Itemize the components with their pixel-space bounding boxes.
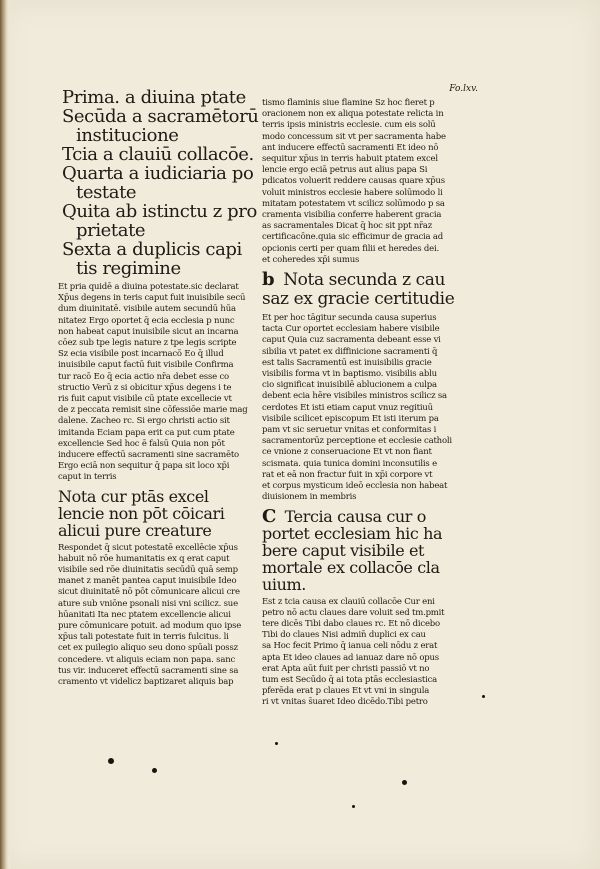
text-line: cerdotes Et isti etiam caput vnuz regitiuū <box>262 402 433 413</box>
text-line: apta Et ideo claues ad ianuaz dare nō opus <box>262 652 439 663</box>
text-line: excellencie Sed hoc ē falsū Quia non pōt <box>58 438 225 449</box>
text-line: inuisibile caput factū fuit visibile Confirma <box>58 360 234 371</box>
text-line: opcionis certi per quam filii et heredes dei. <box>262 243 439 254</box>
heading-line: Tcia a clauiū collacōe. <box>62 144 254 165</box>
text-line: sequitur xp̄us in terris habuit ptatem excel <box>262 154 438 165</box>
text-line: est talis Sacramentū est inuisibilis gracie <box>262 357 432 368</box>
text-line: terris ipsis ministris ecclesie. cum eis solū <box>262 120 436 131</box>
text-line: caput Quia cuz sacramenta debeant esse vi <box>262 335 441 346</box>
text-line: visibile scilicet episcopum Et isti iterum pa <box>262 413 439 424</box>
text-line: Xp̄us degens in teris caput fuit inuisibile secū <box>58 293 246 304</box>
text-line: erat Apta aūt fuit per christi passiō vt no <box>262 663 430 674</box>
text-line: Et per hoc tāgitur secunda causa superius <box>262 313 437 324</box>
text-line: tacta Cur oportet ecclesiam habere visibile <box>262 324 440 335</box>
text-line: dum diuinitatē. visibile autem secundū hūa <box>58 304 236 315</box>
text-line: habuit nō rōe humanitatis ex q erat caput <box>58 553 230 564</box>
right-heading-c <box>262 505 462 594</box>
text-line: tum est Secūdo q̄ ai tota ptās ecclesiastica <box>262 674 438 685</box>
text-line: non habeat caput inuisibile sicut an incarna <box>58 326 239 337</box>
heading-line: uium. <box>262 574 306 594</box>
text-line: oracionem non ex aliqua potestate relicta in <box>262 109 444 120</box>
text-line: pdicatos voluerit reddere causas quare xp̄us <box>262 176 445 187</box>
text-line: dalene. Zacheo rc. Si ergo christi actio sit <box>58 416 230 427</box>
left-column <box>58 87 259 688</box>
text-line: hūanitati Ita nec ptatem excellencie alicui <box>58 609 231 620</box>
heading-line: Quita ab istinctu z pro <box>62 201 257 222</box>
ink-speck <box>482 695 485 698</box>
heading-line: institucione <box>76 125 179 146</box>
book-spine-shadow <box>0 0 10 869</box>
heading-text: Nota secunda z cau <box>283 270 446 291</box>
heading-line: Secūda a sacramētorū <box>62 106 259 127</box>
text-line: nitatez Ergo oportet q̄ ecia ecclesia p nunc <box>58 315 235 326</box>
heading-line: lencie non pōt cōicari <box>58 503 225 523</box>
section-initial-b: b <box>262 269 275 291</box>
text-line: certificacōne.quia sic efficimur de gracia ad <box>262 232 444 243</box>
text-line: caput in terris <box>58 472 117 483</box>
right-paragraph-1 <box>262 98 462 266</box>
text-line: pam vt sic seruetur vnitas et conformitas i <box>262 425 437 436</box>
text-line: xp̄us tali potestate fuit in terris fulcitus. li <box>58 632 229 643</box>
text-line: inducere effectū sacramenti sine sacramēto <box>58 450 239 461</box>
text-line: tismo flaminis siue flamine Sz hoc fieret p <box>262 98 435 108</box>
text-line: cramento vt videlicz baptizaret aliquis bap <box>58 677 234 688</box>
text-line: concedere. vt aliquis eciam non papa. sanc <box>58 654 236 665</box>
heading-line: Sexta a duplicis capi <box>62 239 242 260</box>
text-line: ature sub vniōne psonali nisi vni scilicz. sue <box>58 598 238 609</box>
right-heading-b <box>262 270 462 309</box>
heading-line: Nota cur ptās excel <box>58 486 209 506</box>
right-paragraph-2 <box>262 313 462 503</box>
heading-line <box>262 270 462 290</box>
text-line: Tibi do claues Nisi admin̄ duplici ex cau <box>262 630 426 641</box>
text-line: Sz ecia visibile post incarnacō Eo q̄ illud <box>58 349 224 360</box>
section-initial-c: C <box>262 505 276 527</box>
text-line: Respondet q̄ sicut potestatē excellēcie xp̄us <box>58 542 238 553</box>
text-line: mitatam potestatem vt scilicz solūmodo p sa <box>262 198 445 209</box>
text-line: visibile sed rōe diuinitatis secūdū quā semp <box>58 565 238 576</box>
text-line: sa Hoc fecit Primo q̄ ianua celi nōdu z erat <box>262 641 438 652</box>
text-line: ris fuit caput visibile cū ptate excellecie vt <box>58 394 232 405</box>
left-paragraph-2 <box>58 543 252 689</box>
heading-text: Tercia causa cur o <box>284 506 426 526</box>
text-line: manet z manēt pantea caput inuisibile Ideo <box>58 576 237 587</box>
text-line: cio significat inuisibilē ablucionem a culpa <box>262 380 437 391</box>
text-line: ce vnione z conseruacione Et vt non fiant <box>262 447 432 458</box>
left-heading-block <box>62 87 259 279</box>
heading-line <box>262 505 462 527</box>
text-line: Ergo eciā non sequitur q̄ papa sit loco xp̄i <box>58 461 230 472</box>
text-line: petro nō actu claues dare voluit sed tm.pmit <box>262 607 445 618</box>
heading-line: Prima. a diuina ptate <box>62 87 246 108</box>
right-column <box>262 88 462 709</box>
left-paragraph-1 <box>58 282 252 484</box>
text-line: et coheredes xp̄i sumus <box>262 254 360 265</box>
ink-speck <box>402 780 407 785</box>
text-line: imitanda Eciam papa erit ca put cum ptate <box>58 427 235 438</box>
heading-line: Quarta a iudiciaria po <box>62 163 254 184</box>
heading-line: saz ex gracie certitudie <box>262 289 455 310</box>
text-line: voluit ministros ecclesie habere solūmodo li <box>262 187 443 198</box>
heading-line: alicui pure creature <box>58 520 212 540</box>
text-line: sicut diuinitatē nō pōt cōmunicare alicui cre <box>58 587 240 598</box>
text-line: tur racō Eo q̄ ecia actio nr̄a debet esse co <box>58 371 229 382</box>
text-line: visibilis forma vt in baptismo. visibilis ablu <box>262 369 437 380</box>
text-line: Et pria quidē a diuina potestate.sic declarat <box>58 282 239 292</box>
left-subheading <box>58 488 252 539</box>
text-line: tere dicēs Tibi dabo claues rc. Et nō dicebo <box>262 618 440 629</box>
text-line: scismata. quia tunica domini inconsutilis e <box>262 458 437 469</box>
text-line: et corpus mysticum ideō ecclesia non habeat <box>262 481 448 492</box>
text-line: sibilia vt patet ex diffinicione sacramenti q̄ <box>262 346 438 357</box>
text-line: tus vir. induceret effectū sacramenti sine sa <box>58 665 239 676</box>
text-line: modo concessum sit vt per sacramenta habe <box>262 131 446 142</box>
heading-line: bere caput visibile et <box>262 540 425 560</box>
text-line: cōez sub tpe legis nature z tpe legis scripte <box>58 338 237 349</box>
text-line: Est z tcia causa ex clauiū collacōe Cur eni <box>262 596 435 607</box>
text-line: diuisionem in membris <box>262 492 357 503</box>
text-line: de z peccata remisit sine cōfessiōe marie mag <box>58 405 248 416</box>
text-line: cramenta visibilia conferre haberent gracia <box>262 210 442 221</box>
text-line: structio Verū z si obicitur xp̄us degens i te <box>58 382 232 393</box>
text-line: debent ecia hēre visibiles ministros scilicz sa <box>262 391 447 402</box>
heading-line: portet ecclesiam hic ha <box>262 523 443 543</box>
text-line: sacramentorūz perceptione et ecclesie catholi <box>262 436 452 447</box>
ink-speck <box>152 768 157 773</box>
ink-speck <box>275 742 278 745</box>
text-line: ri vt vnitas s̄uaret Ideo dicēdo.Tibi petro <box>262 697 428 708</box>
text-line: ant inducere effectū sacramenti Et ideo nō <box>262 142 439 153</box>
right-paragraph-3 <box>262 597 462 709</box>
folio-number: Fo.lxv. <box>449 84 478 94</box>
ink-speck <box>352 805 355 808</box>
heading-line: prietate <box>76 220 146 241</box>
text-line: pure cōmunicare potuit. ad modum quo ipse <box>58 621 242 632</box>
heading-line: tis regimine <box>76 258 181 279</box>
heading-line: mortale ex collacōe cla <box>262 557 440 577</box>
text-line: pferēda erat p claues Et vt vni in singula <box>262 686 430 697</box>
text-line: cet ex puilegio aliquo seu dono spūali possz <box>58 643 238 654</box>
text-line: rat et eā non fractur fuit in xp̄i corpore vt <box>262 469 433 480</box>
text-line: lencie ergo eciā petrus aut alius papa Si <box>262 165 428 176</box>
heading-line: testate <box>76 182 137 203</box>
text-line: as sacramentales Dicat q̄ hoc sit ppt nr̄az <box>262 221 433 232</box>
ink-speck <box>108 758 114 764</box>
